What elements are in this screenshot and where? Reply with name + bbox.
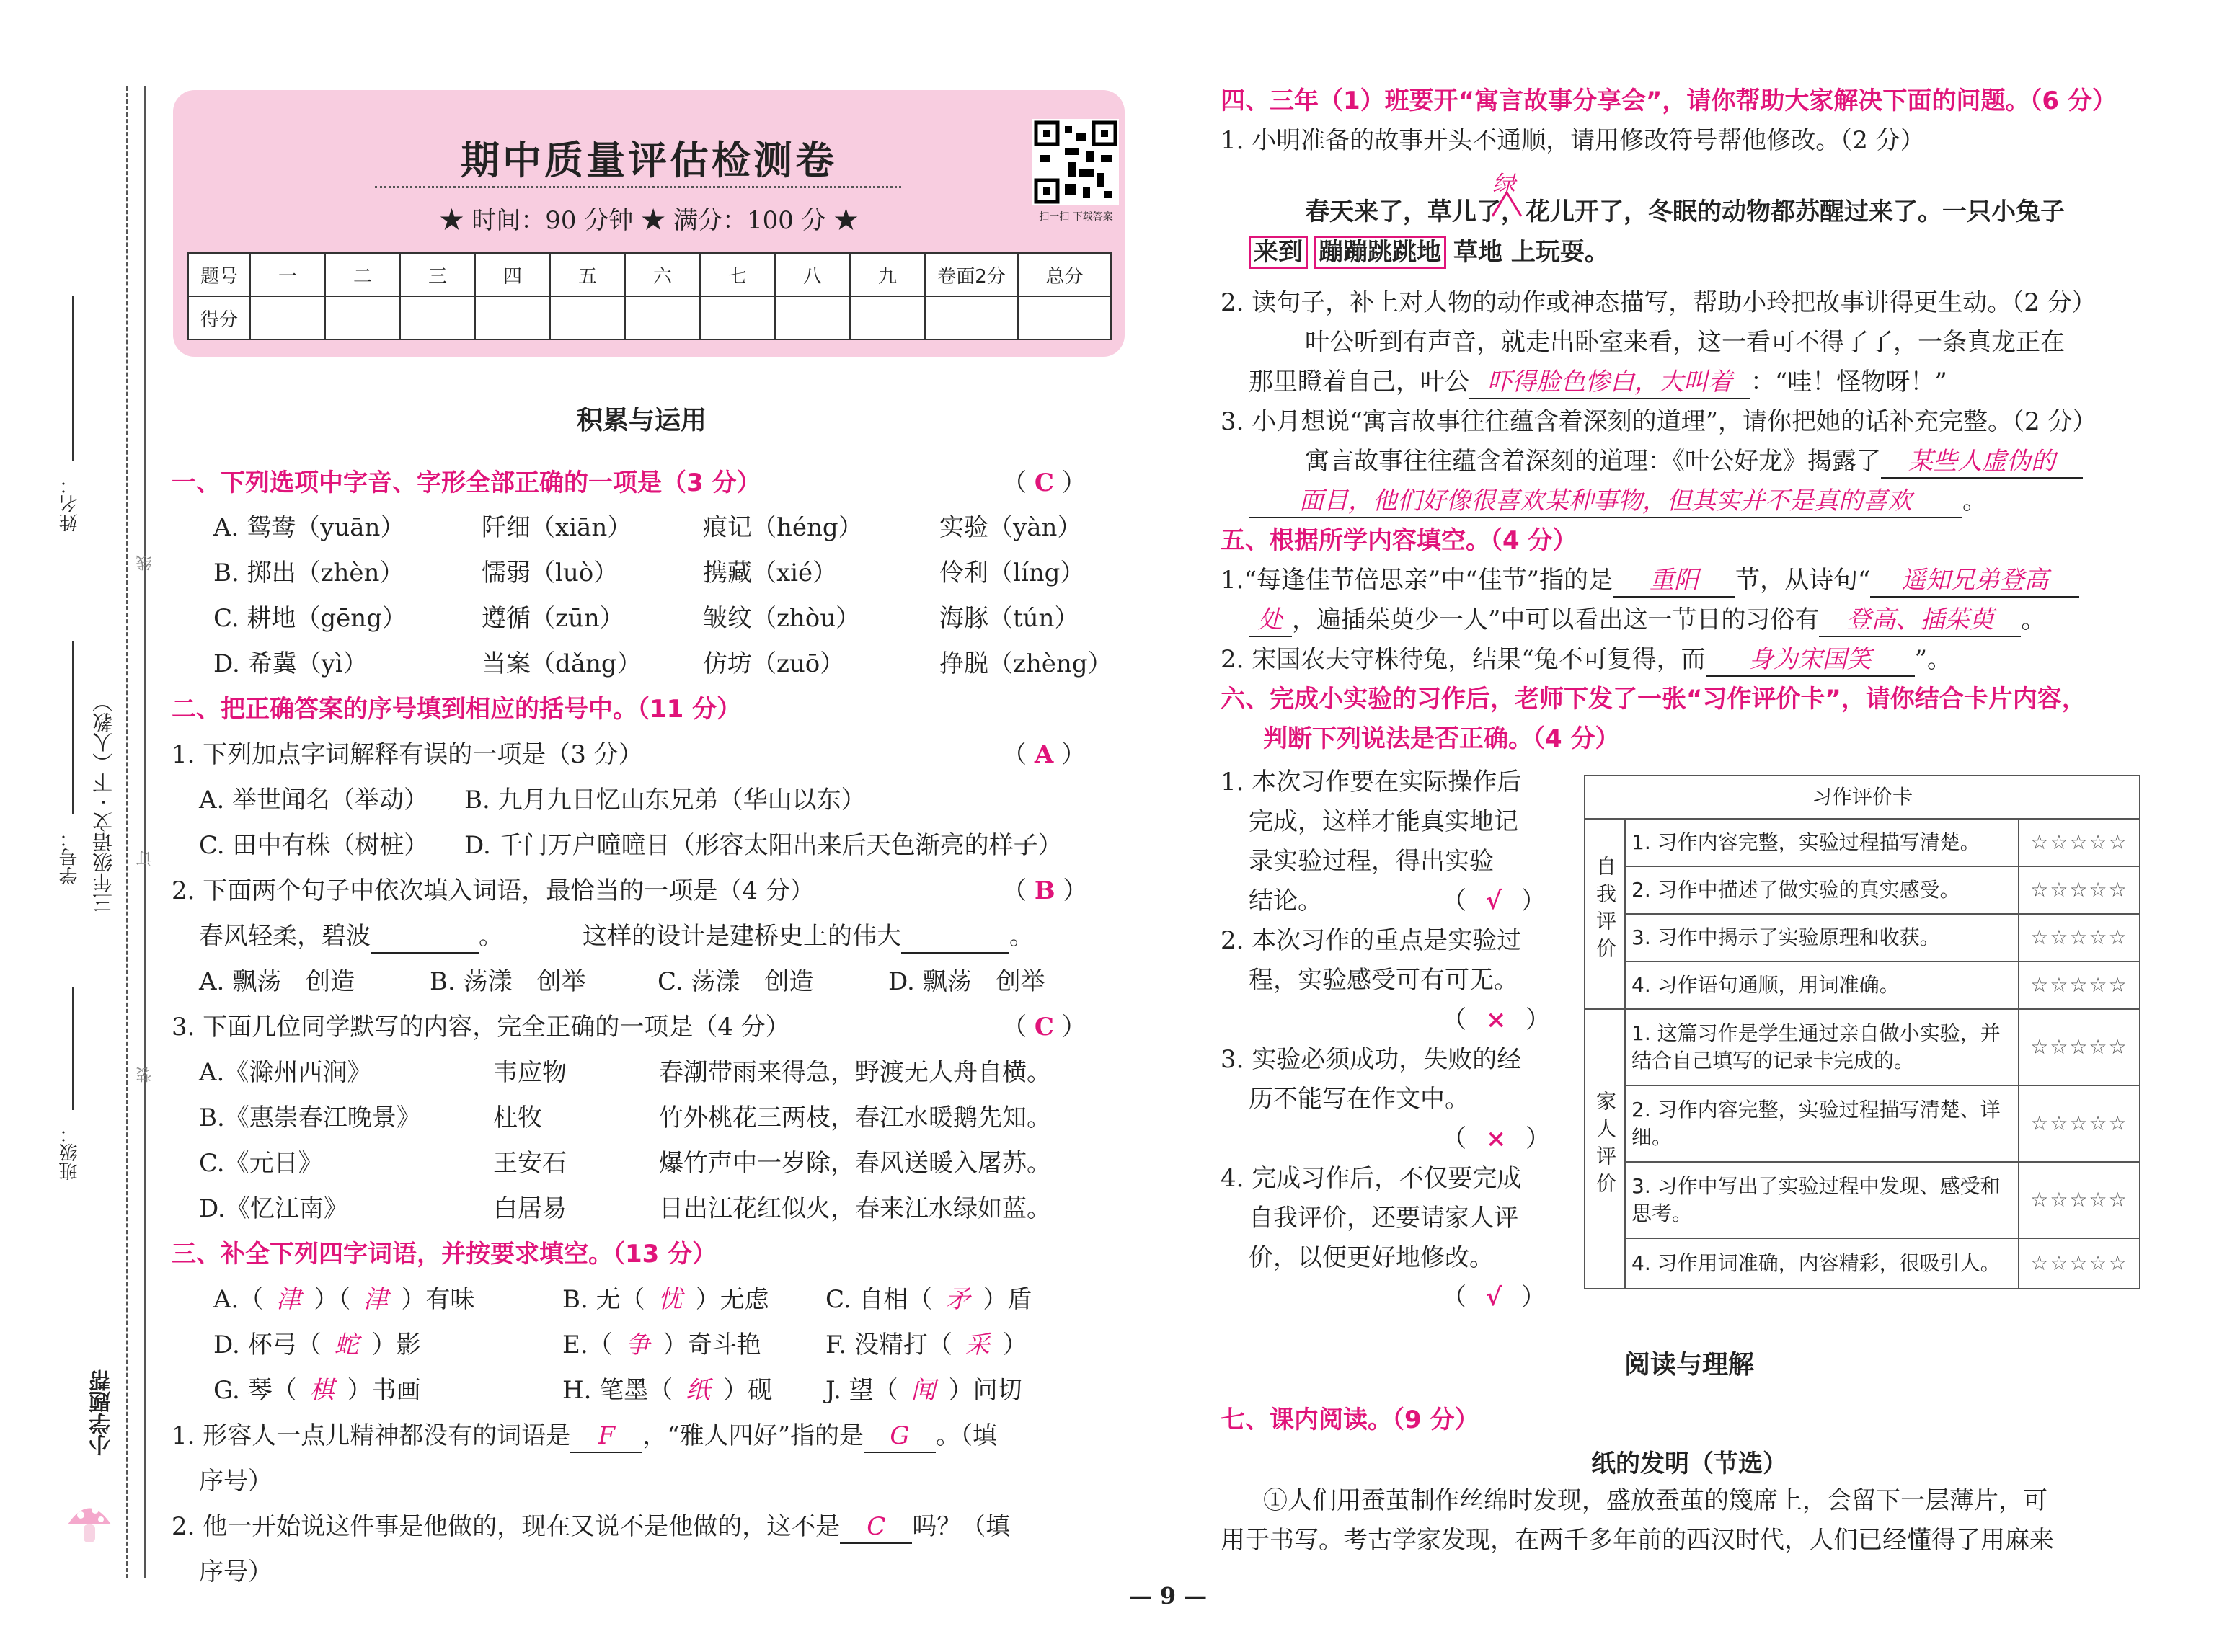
- q1-opt: 当案（dǎng）: [482, 649, 642, 678]
- q1-opt: A. 鸳鸯（yuān）: [213, 513, 405, 542]
- q3-ans-d[interactable]: 蛇: [334, 1331, 359, 1359]
- q2-3-author: 杜牧: [493, 1103, 542, 1132]
- q3-ans-a1[interactable]: 津: [276, 1285, 301, 1314]
- q6-3-line: 历不能写在作文中。: [1249, 1085, 1469, 1114]
- q6-4-line: 4. 完成习作后，不仅要完成: [1221, 1164, 1522, 1193]
- q4-2-passage2: 那里瞪着自己，叶公 吓得脸色惨白，大叫着 ：“哇！怪物呀！”: [1249, 366, 1947, 399]
- score-header-cell: 九: [850, 253, 925, 296]
- card-family-item: 2. 习作内容完整，实验过程描写清楚、详细。: [1625, 1085, 2019, 1162]
- q1-opt: 皱纹（zhòu）: [703, 604, 861, 633]
- q6-1-line: 完成，这样才能真实地记: [1249, 807, 1518, 836]
- q1-opt: 实验（yàn）: [939, 513, 1082, 542]
- q5-1-blank-1[interactable]: 重阳: [1613, 564, 1735, 598]
- q2-3-line: 竹外桃花三两枝，春江水暖鹅先知。: [659, 1103, 1051, 1132]
- score-header-cell: 一: [250, 253, 325, 296]
- q2-2-blank-a[interactable]: [371, 920, 479, 954]
- q5-2-blank[interactable]: 身为宋国笑: [1706, 644, 1915, 677]
- q3-row3-h: H. 笔墨（ 纸 ）砚: [562, 1376, 773, 1405]
- score-header-cell: 七: [700, 253, 775, 296]
- q1-answer: （ C ）: [1002, 468, 1086, 497]
- q4-3-passage1: 寓言故事往往蕴含着深刻的道理：《叶公好龙》揭露了 某些人虚伪的: [1305, 445, 2083, 479]
- id-field-line[interactable]: [72, 641, 74, 814]
- q3-ans-a2[interactable]: 津: [363, 1285, 389, 1314]
- q4-2-passage1: 叶公听到有声音，就走出卧室来看，这一看可不得了了，一条真龙正在: [1305, 328, 2065, 357]
- q4-story-line1: 春天来了，草儿了，花儿开了，冬眠的动物都苏醒过来了。一只小兔子: [1305, 197, 2065, 226]
- score-header-cell: 三: [400, 253, 475, 296]
- q1-opt: B. 掷出（zhèn）: [213, 559, 404, 587]
- score-cell[interactable]: [400, 296, 475, 339]
- cut-mark-bind: 订: [136, 851, 154, 866]
- q2-3-poem: A.《滁州西涧》: [199, 1058, 372, 1087]
- q6-2-mark[interactable]: （ × ）: [1442, 1005, 1551, 1034]
- q6-1-mark[interactable]: （ √ ）: [1442, 887, 1546, 915]
- q4-2-text: 2. 读句子，补上对人物的动作或神态描写，帮助小玲把故事讲得更生动。（2 分）: [1221, 288, 2097, 317]
- q3-ans-b[interactable]: 忧: [658, 1285, 683, 1314]
- id-label: 学号：: [59, 829, 81, 885]
- score-cell[interactable]: [475, 296, 550, 339]
- q2-2-opt: A. 飘荡 创造: [199, 967, 355, 996]
- q2-2-blank-b[interactable]: [901, 920, 1009, 954]
- q7-title: 七、课内阅读。（9 分）: [1221, 1405, 1479, 1434]
- brand-label: 小学题帮: [89, 1369, 115, 1456]
- card-self-item: 3. 习作中揭示了实验原理和收获。: [1625, 914, 2019, 962]
- q4-1-text: 1. 小明准备的故事开头不通顺，请用修改符号帮他修改。（2 分）: [1221, 126, 1925, 155]
- card-stars[interactable]: ☆☆☆☆☆: [2019, 866, 2140, 914]
- q2-2-opt: B. 荡漾 创举: [430, 967, 586, 996]
- q3-2-line2: 序号）: [199, 1558, 273, 1586]
- passage-line: ①人们用蚕茧制作丝绵时发现，盛放蚕茧的篾席上，会留下一层薄片，可: [1263, 1486, 2047, 1515]
- score-table: [187, 252, 1112, 340]
- exam-subtitle: ★ 时间：90 分钟 ★ 满分：100 分 ★: [439, 206, 859, 235]
- score-header-cell: 二: [325, 253, 400, 296]
- score-cell[interactable]: [325, 296, 400, 339]
- q1-opt: 痕记（héng）: [703, 513, 863, 542]
- q1-opt: 仿坊（zuō）: [703, 649, 845, 678]
- section-title-reading: 阅读与理解: [1624, 1350, 1754, 1380]
- card-family-label: 家人评价: [1585, 1009, 1625, 1289]
- q1-opt: 伶利（líng）: [939, 559, 1085, 587]
- q3-ans-c[interactable]: 矛: [945, 1285, 970, 1314]
- q1-opt: D. 希冀（yì）: [213, 649, 368, 678]
- q4-swapped-word: 蹦蹦跳跳地: [1314, 236, 1446, 269]
- page-number: — 9 —: [1128, 1582, 1208, 1609]
- q5-1-line1: 1.“每逢佳节倍思亲”中“佳节”指的是 重阳 节，从诗句“ 遥知兄弟登高: [1221, 564, 2079, 598]
- q3-2-line1: 2. 他一开始说这件事是他做的，现在又说不是他做的，这不是 C 吗？（填: [172, 1511, 1010, 1544]
- q3-title: 三、补全下列四字词语，并按要求填空。（13 分）: [172, 1240, 717, 1269]
- q4-3-passage2: 面目，他们好像很喜欢某种事物，但其实并不是真的喜欢 。: [1249, 485, 1987, 518]
- q6-2-line: 程，实验感受可有可无。: [1249, 966, 1518, 995]
- q6-title-line2: 判断下列说法是否正确。（4 分）: [1263, 724, 1620, 753]
- q2-3-author: 王安石: [493, 1149, 567, 1178]
- q3-ans-h[interactable]: 纸: [686, 1376, 711, 1405]
- q2-2-opt: D. 飘荡 创举: [888, 967, 1045, 996]
- q5-1-blank-2[interactable]: 遥知兄弟登高: [1870, 564, 2079, 598]
- q3-row1: A.（ 津 ）（ 津 ）有味: [213, 1285, 475, 1314]
- q4-moved-word: 来到: [1249, 236, 1308, 269]
- q5-title: 五、根据所学内容填空。（4 分）: [1221, 526, 1577, 555]
- q6-1-line: 录实验过程，得出实验: [1249, 847, 1494, 876]
- q5-1-line2: 处 ，遍插茱萸少一人”中可以看出这一节日的习俗有 登高、插茱萸 。: [1249, 604, 2045, 637]
- q3-ans-j[interactable]: 闻: [911, 1376, 936, 1405]
- q2-title: 二、把正确答案的序号填到相应的括号中。（11 分）: [172, 695, 742, 724]
- q2-3-poem: C.《元日》: [199, 1149, 323, 1178]
- q6-4-line: 价，以便更好地修改。: [1249, 1243, 1494, 1272]
- grade-label: 三年级语文 · 下（人教）: [92, 692, 115, 913]
- q5-2-line: 2. 宋国农夫守株待兔，结果“兔不可复得，而 身为宋国笑 ”。: [1221, 644, 1952, 677]
- q3-ans-f[interactable]: 采: [965, 1331, 990, 1359]
- card-family-item: 3. 习作中写出了实验过程中发现、感受和思考。: [1625, 1162, 2019, 1238]
- q4-3-blank-2[interactable]: 面目，他们好像很喜欢某种事物，但其实并不是真的喜欢: [1249, 485, 1962, 518]
- q1-opt: 遵循（zūn）: [482, 604, 624, 633]
- name-label: 姓名：: [59, 476, 81, 532]
- q6-1-line: 结论。: [1249, 887, 1322, 915]
- score-cell[interactable]: [700, 296, 775, 339]
- q2-3-answer: （ C ）: [1002, 1013, 1086, 1042]
- card-family-item: 4. 习作用词准确，内容精彩，很吸引人。: [1625, 1238, 2019, 1289]
- q2-2-sentence-a: 春风轻柔，碧波 。: [199, 920, 503, 954]
- q4-3-text: 3. 小月想说“寓言故事往往蕴含着深刻的道理”，请你把她的话补充完整。（2 分）: [1221, 407, 2097, 436]
- cut-mark-fold: 装: [136, 1067, 154, 1083]
- score-header-cell: 五: [550, 253, 625, 296]
- card-self-item: 4. 习作语句通顺，用词准确。: [1625, 962, 2019, 1009]
- score-cell[interactable]: [625, 296, 700, 339]
- q2-1-opt-a: A. 举世闻名（举动）: [199, 786, 429, 814]
- class-label: 班级：: [59, 1124, 81, 1181]
- q1-opt: 携藏（xié）: [703, 559, 838, 587]
- evaluation-card: [1584, 775, 2140, 1289]
- q6-3-mark[interactable]: （ × ）: [1442, 1124, 1551, 1153]
- score-header-cell: 八: [775, 253, 850, 296]
- name-field-line[interactable]: [72, 296, 74, 461]
- q2-3-poem: D.《忆江南》: [199, 1194, 348, 1223]
- card-self-item: 2. 习作中描述了做实验的真实感受。: [1625, 866, 2019, 914]
- score-cell[interactable]: [925, 296, 1018, 339]
- card-family-item: 1. 这篇习作是学生通过亲自做小实验，并结合自己填写的记录卡完成的。: [1625, 1009, 2019, 1085]
- score-header-cell: 卷面2分: [925, 253, 1018, 296]
- score-cell[interactable]: [250, 296, 325, 339]
- score-cell[interactable]: [1018, 296, 1111, 339]
- section-title-accumulation: 积累与运用: [576, 406, 707, 435]
- card-stars[interactable]: ☆☆☆☆☆: [2019, 1009, 2140, 1085]
- q1-opt: 懦弱（luò）: [482, 559, 619, 587]
- q2-2-opt: C. 荡漾 创造: [658, 967, 814, 996]
- exam-title: 期中质量评估检测卷: [461, 137, 837, 183]
- q2-3-line: 爆竹声中一岁除，春风送暖入屠苏。: [659, 1149, 1051, 1178]
- score-cell[interactable]: [775, 296, 850, 339]
- binding-dash-line: [126, 86, 128, 1578]
- score-header-cell: 总分: [1018, 253, 1111, 296]
- card-stars[interactable]: ☆☆☆☆☆: [2019, 1162, 2140, 1238]
- q2-3-poem: B.《惠崇春江晚景》: [199, 1103, 421, 1132]
- q3-row3-g: G. 琴（ 棋 ）书画: [213, 1376, 421, 1405]
- q3-2-blank[interactable]: C: [840, 1511, 912, 1544]
- q6-1-line: 1. 本次习作要在实际操作后: [1221, 768, 1522, 796]
- q3-1-blank-1[interactable]: F: [570, 1420, 642, 1453]
- q4-insert-mark: 绿: [1492, 170, 1516, 197]
- q6-4-line: 自我评价，还要请家人评: [1249, 1204, 1518, 1233]
- score-row-label: 得分: [188, 296, 250, 339]
- card-self-label: 自我评价: [1585, 819, 1625, 1009]
- q6-4-mark[interactable]: （ √ ）: [1442, 1283, 1546, 1312]
- q2-1-opt-b: B. 九月九日忆山东兄弟（华山以东）: [464, 786, 866, 814]
- q3-row2-d: D. 杯弓（ 蛇 ）影: [213, 1331, 421, 1359]
- q2-2-sentence-b: 这样的设计是建桥史上的伟大 。: [583, 920, 1034, 954]
- score-header-cell: 六: [625, 253, 700, 296]
- card-stars[interactable]: ☆☆☆☆☆: [2019, 819, 2140, 866]
- q6-3-line: 3. 实验必须成功，失败的经: [1221, 1045, 1522, 1074]
- q4-3-blank-1[interactable]: 某些人虚伪的: [1881, 445, 2083, 479]
- q3-ans-g[interactable]: 棋: [309, 1376, 335, 1405]
- q2-3-text: 3. 下面几位同学默写的内容，完全正确的一项是（4 分）: [172, 1013, 790, 1042]
- q3-1-blank-2[interactable]: G: [864, 1420, 936, 1453]
- card-stars[interactable]: ☆☆☆☆☆: [2019, 1085, 2140, 1162]
- card-self-item: 1. 习作内容完整，实验过程描写清楚。: [1625, 819, 2019, 866]
- q3-row1-b: B. 无（ 忧 ）无虑: [562, 1285, 769, 1314]
- q2-3-line: 日出江花红似火，春来江水绿如蓝。: [659, 1194, 1051, 1223]
- q1-opt: 挣脱（zhèng）: [939, 649, 1112, 678]
- q2-1-answer: （ A ）: [1002, 740, 1086, 769]
- card-stars[interactable]: ☆☆☆☆☆: [2019, 914, 2140, 962]
- q2-1-opt-d: D. 千门万户曈曈日（形容太阳出来后天色渐亮的样子）: [464, 831, 1063, 860]
- binding-solid-line: [144, 86, 146, 1578]
- q3-1-line2: 序号）: [199, 1467, 273, 1496]
- card-stars[interactable]: ☆☆☆☆☆: [2019, 962, 2140, 1009]
- title-dotted-rule: [375, 186, 901, 188]
- mushroom-logo-icon: [61, 1492, 118, 1550]
- q3-row2-e: E.（ 争 ）奇斗艳: [562, 1331, 761, 1359]
- q2-1-opt-c: C. 田中有株（树桩）: [199, 831, 429, 860]
- q3-ans-e[interactable]: 争: [625, 1331, 650, 1359]
- q5-1-blank-3[interactable]: 登高、插茱萸: [1819, 604, 2021, 637]
- card-stars[interactable]: ☆☆☆☆☆: [2019, 1238, 2140, 1289]
- q2-3-line: 春潮带雨来得急，野渡无人舟自横。: [659, 1058, 1051, 1087]
- q2-1-text: 1. 下列加点字词解释有误的一项是（3 分）: [172, 740, 643, 769]
- q3-1-line1: 1. 形容人一点儿精神都没有的词语是 F ，“雅人四好”指的是 G 。（填: [172, 1420, 997, 1453]
- q1-opt: 阡细（xiān）: [482, 513, 632, 542]
- score-cell[interactable]: [550, 296, 625, 339]
- score-cell[interactable]: [850, 296, 925, 339]
- qr-caption: 扫一扫 下载答案: [1039, 211, 1113, 223]
- card-title: 习作评价卡: [1585, 776, 2140, 819]
- cut-mark-line: 线: [136, 555, 154, 571]
- q4-2-blank[interactable]: 吓得脸色惨白，大叫着: [1469, 366, 1750, 399]
- score-header-cell: 四: [475, 253, 550, 296]
- passage-line: 用于书写。考古学家发现，在两千多年前的西汉时代，人们已经懂得了用麻来: [1221, 1526, 2054, 1555]
- qr-code-icon[interactable]: [1032, 119, 1119, 205]
- q3-row1-c: C. 自相（ 矛 ）盾: [825, 1285, 1032, 1314]
- q2-2-answer: （ B ）: [1002, 876, 1088, 905]
- q4-title: 四、三年（1）班要开“寓言故事分享会”，请你帮助大家解决下面的问题。（6 分）: [1221, 86, 2117, 115]
- q2-2-text: 2. 下面两个句子中依次填入词语，最恰当的一项是（4 分）: [172, 876, 815, 905]
- q5-1-blank-2b[interactable]: 处: [1249, 604, 1292, 637]
- passage-title: 纸的发明（节选）: [1591, 1449, 1787, 1478]
- q4-story-line2: 来到 蹦蹦跳跳地 草地 上玩耍。: [1249, 236, 1609, 268]
- q3-row3-j: J. 望（ 闻 ）问切: [825, 1376, 1022, 1405]
- q2-3-author: 白居易: [493, 1194, 567, 1223]
- q3-row2-f: F. 没精打（ 采 ）: [825, 1331, 1027, 1359]
- q6-title-line1: 六、完成小实验的习作后，老师下发了一张“习作评价卡”，请你结合卡片内容，: [1221, 685, 2086, 714]
- q1-opt: 海豚（tún）: [939, 604, 1079, 633]
- q6-2-line: 2. 本次习作的重点是实验过: [1221, 926, 1522, 955]
- class-field-line[interactable]: [72, 987, 74, 1110]
- score-header-cell: 题号: [188, 253, 250, 296]
- q2-3-author: 韦应物: [493, 1058, 567, 1087]
- q1-opt: C. 耕地（gēng）: [213, 604, 407, 633]
- q1-title: 一、下列选项中字音、字形全部正确的一项是（3 分）: [172, 468, 761, 497]
